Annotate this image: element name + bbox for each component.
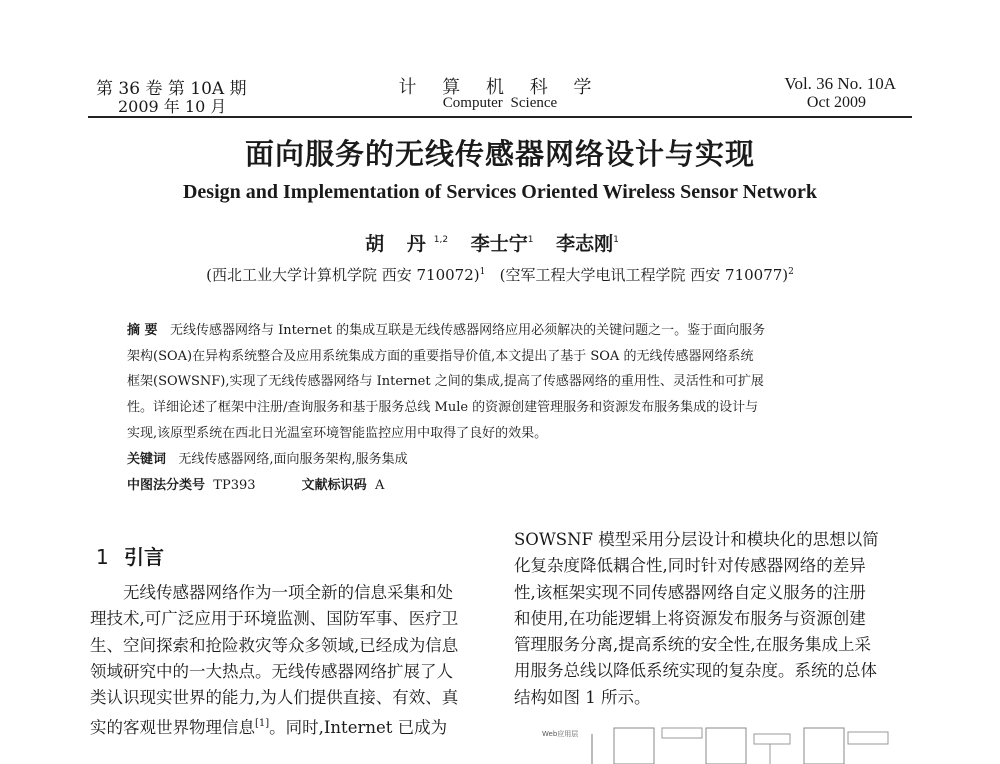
journal-name-en: Computer Science bbox=[442, 95, 558, 111]
affiliation-1-mark: 1 bbox=[479, 267, 486, 277]
keywords bbox=[127, 448, 408, 467]
classification bbox=[127, 474, 384, 493]
figure-1-architecture bbox=[542, 724, 892, 764]
body-line bbox=[90, 711, 486, 741]
figure-box bbox=[754, 734, 790, 744]
body-line: 化复杂度降低耦合性,同时针对传感器网络的差异 bbox=[514, 556, 866, 576]
body-column-right bbox=[514, 527, 912, 711]
clc-value: TP393 bbox=[213, 478, 256, 493]
body-line: 结构如图 1 所示。 bbox=[514, 687, 651, 707]
affiliation-2: (空军工程大学电讯工程学院 西安 710077) bbox=[499, 266, 789, 284]
body-line: 管理服务分离,提高系统的安全性,在服务集成上采 bbox=[514, 635, 871, 655]
body-line: 领域研究中的一大热点。无线传感器网络扩展了人 bbox=[90, 661, 453, 681]
section-heading bbox=[96, 541, 164, 570]
body-line: 类认识现实世界的能力,为人们提供直接、有效、真 bbox=[90, 688, 459, 708]
figure-box bbox=[848, 732, 888, 744]
figure-box bbox=[662, 728, 702, 738]
abstract-label: 摘 要 bbox=[127, 323, 158, 338]
affiliation-1: (西北工业大学计算机学院 西安 710072) bbox=[206, 266, 480, 284]
abstract-text: 无线传感器网络与 Internet 的集成互联是无线传感器网络应用必须解决的关键问题之一。鉴于面向服务 bbox=[169, 323, 766, 338]
abstract-line: 性。详细论述了框架中注册/查询服务和基于服务总线 Mule 的资源创建管理服务和资源发布服务集成的设计与 bbox=[127, 400, 759, 416]
citation-ref: [1] bbox=[255, 718, 270, 730]
affiliations bbox=[0, 264, 1000, 285]
abstract-line: 实现,该原型系统在西北日光温室环境智能监控应用中取得了良好的效果。 bbox=[127, 425, 548, 441]
body-text: 。同时,Internet 已成为 bbox=[269, 718, 448, 738]
journal-volume-issue: 第 36 卷 第 10A 期 bbox=[96, 79, 247, 99]
author-name: 胡 丹 bbox=[365, 233, 434, 255]
author-affiliation-mark: 1,2 bbox=[433, 235, 449, 245]
journal-volume-issue-en: Vol. 36 No. 10A bbox=[784, 74, 896, 93]
section-title: 引言 bbox=[124, 545, 164, 569]
journal-date-cn: 2009 年 10 月 bbox=[118, 97, 227, 116]
doc-code-label: 文献标识码 bbox=[301, 478, 367, 493]
body-text: 实的客观世界物理信息 bbox=[90, 718, 255, 738]
author-affiliation-mark: 1 bbox=[527, 235, 534, 245]
keywords-label: 关键词 bbox=[127, 452, 167, 467]
paper-title-en: Design and Implementation of Services Oriented Wireless Sensor Network bbox=[182, 181, 818, 203]
abstract-line: 框架(SOWSNF),实现了无线传感器网络与 Internet 之间的集成,提高了传感器网络的重用性、灵活性和可扩展 bbox=[127, 374, 764, 390]
abstract bbox=[127, 318, 877, 447]
abstract-line: 架构(SOA)在异构系统整合及应用系统集成方面的重要指导价值,本文提出了基于 SOA 的无线传感器网络系统 bbox=[127, 348, 754, 364]
clc-label: 中图法分类号 bbox=[127, 478, 206, 493]
doc-code-value: A bbox=[374, 478, 385, 493]
paper-title-cn: 面向服务的无线传感器网络设计与实现 bbox=[244, 137, 755, 171]
journal-date-en: Oct 2009 bbox=[806, 94, 866, 111]
header-rule bbox=[88, 116, 912, 118]
body-line: 和使用,在功能逻辑上将资源发布服务与资源创建 bbox=[514, 608, 866, 628]
affiliation-2-mark: 2 bbox=[788, 267, 794, 277]
abstract-line bbox=[127, 318, 877, 344]
section-number: 1 bbox=[96, 545, 109, 569]
author-affiliation-mark: 1 bbox=[613, 235, 619, 245]
body-column-left bbox=[90, 580, 486, 742]
author-name: 李志刚 bbox=[556, 233, 614, 255]
author-name: 李士宁 bbox=[470, 233, 528, 255]
body-line: 理技术,可广泛应用于环境监测、国防军事、医疗卫 bbox=[90, 609, 459, 629]
body-line: 用服务总线以降低系统实现的复杂度。系统的总体 bbox=[514, 661, 877, 681]
keywords-value: 无线传感器网络,面向服务架构,服务集成 bbox=[178, 452, 408, 467]
body-line: 生、空间探索和抢险救灾等众多领域,已经成为信息 bbox=[90, 635, 459, 655]
body-line: SOWSNF 模型采用分层设计和模块化的思想以简 bbox=[514, 530, 879, 549]
body-line: 无线传感器网络作为一项全新的信息采集和处 bbox=[90, 583, 453, 602]
body-line: 性,该框架实现不同传感器网络自定义服务的注册 bbox=[514, 582, 866, 602]
journal-name-cn: 计 算 机 科 学 bbox=[398, 77, 602, 98]
author-list bbox=[0, 229, 1000, 256]
figure-corner-label: Web应用层 bbox=[542, 730, 579, 738]
